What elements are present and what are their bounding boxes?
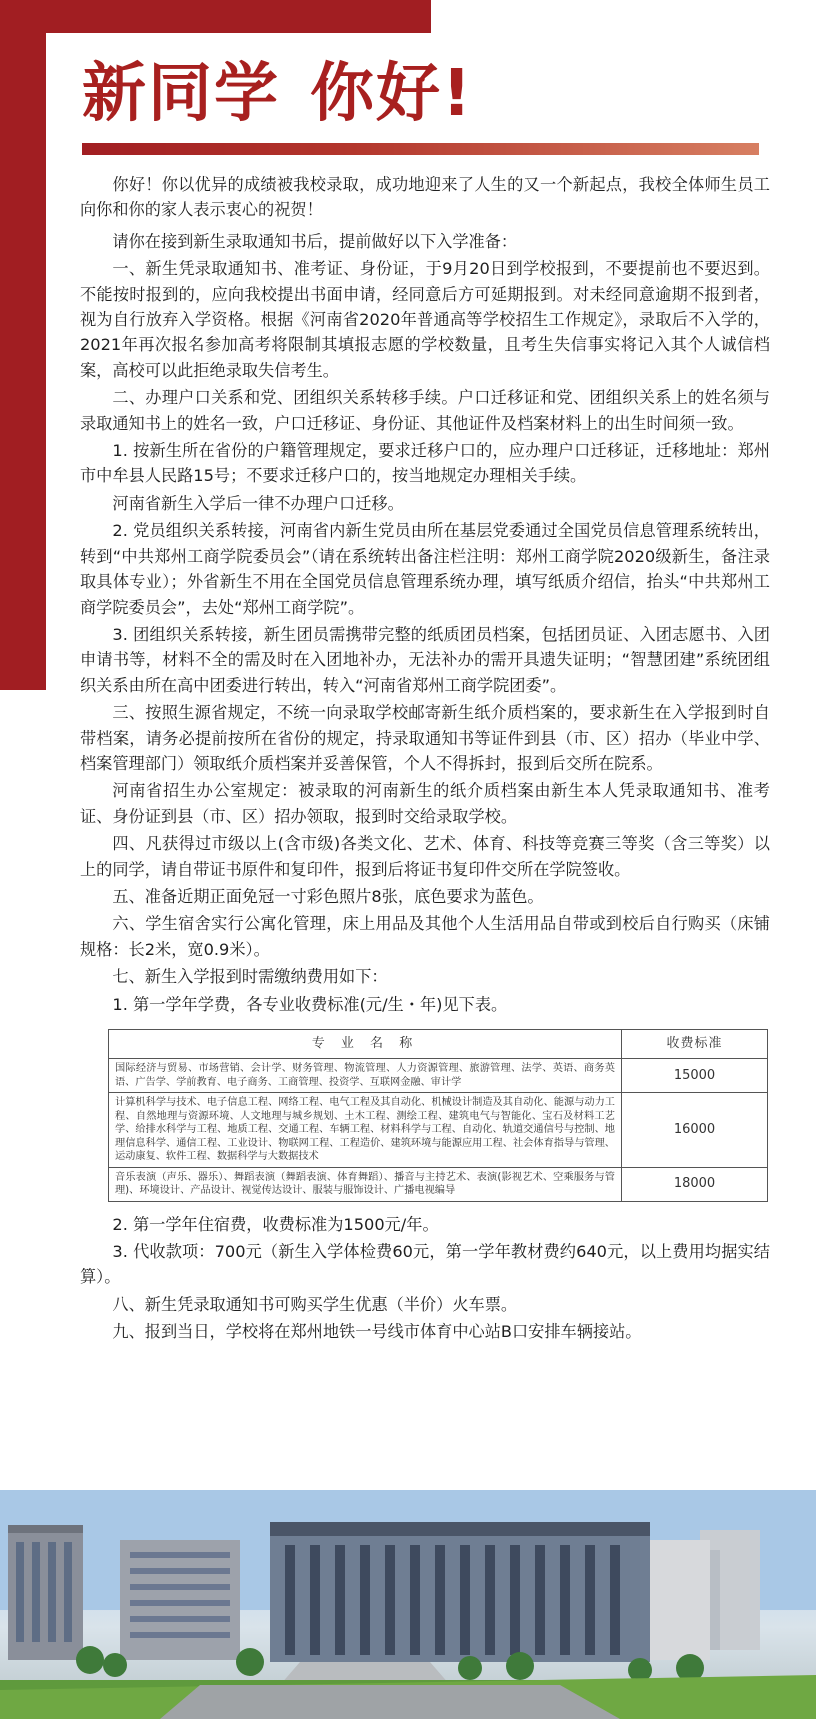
- paragraph: 四、凡获得过市级以上(含市级)各类文化、艺术、体育、科技等竞赛三等奖（含三等奖）以上的同学，请自带证书原件和复印件，报到后将证书复印件交所在学院签收。: [80, 834, 770, 879]
- table-cell-majors: 国际经济与贸易、市场营销、会计学、财务管理、物流管理、人力资源管理、旅游管理、法学、英语、商务英语、广告学、学前教育、电子商务、工商管理、投资学、互联网金融、审计学: [109, 1059, 622, 1093]
- header-fee-standard: 收费标准: [622, 1030, 768, 1059]
- paragraph: 七、新生入学报到时需缴纳费用如下：: [112, 967, 388, 987]
- paragraph: 1. 第一学年学费，各专业收费标准(元/生・年)见下表。: [112, 994, 508, 1014]
- paragraph: 河南省新生入学后一律不办理户口迁移。: [112, 493, 404, 513]
- title-underline-bar: [82, 143, 759, 155]
- campus-illustration: [0, 1490, 816, 1719]
- paragraph: 2. 党员组织关系转接，河南省内新生党员由所在基层党委通过全国党员信息管理系统转出，转到“中共郑州工商学院委员会”（请在系统转出备注栏注明：郑州工商学院2020级新生，备注录取具体专业）；外省新生不用在全国党员信息管理系统办理，填写纸质介绍信，抬头“中共郑州工商学院委员会”，去处“郑州工商学院”。: [80, 521, 770, 617]
- table-cell-fee: 15000: [622, 1059, 768, 1093]
- red-frame-left: [0, 0, 46, 690]
- paragraph: 三、按照生源省规定，不统一向录取学校邮寄新生纸介质档案的，要求新生在入学报到时自带档案，请务必提前按所在省份的规定，持录取通知书等证件到县（市、区）招办（毕业中学、档案管理部门）领取纸介质档案并妥善保管，个人不得拆封，报到后交所在院系。: [80, 703, 770, 773]
- paragraph: 3. 团组织关系转接，新生团员需携带完整的纸质团员档案，包括团员证、入团志愿书、入团申请书等，材料不全的需及时在入团地补办，无法补办的需开具遗失证明；“智慧团建”系统团组织关系由所在高中团委进行转出，转入“河南省郑州工商学院团委”。: [80, 624, 770, 695]
- campus-photo: [0, 1490, 816, 1719]
- table-header-row: [109, 1030, 768, 1059]
- paragraph: 五、准备近期正面免冠一寸彩色照片8张，底色要求为蓝色。: [112, 886, 544, 906]
- paragraph: 请你在接到新生录取通知书后，提前做好以下入学准备：: [112, 231, 518, 251]
- table-row: [109, 1167, 768, 1201]
- paragraph: 2. 第一学年住宿费，收费标准为1500元/年。: [112, 1214, 439, 1234]
- table-cell-majors: 计算机科学与技术、电子信息工程、网络工程、电气工程及其自动化、机械设计制造及其自动化、能源与动力工程、自然地理与资源环境、人文地理与城乡规划、土木工程、测绘工程、建筑电气与智能化、宝石及材料工艺学、给排水科学与工程、地质工程、交通工程、车辆工程、材料科学与工程、自动化、轨道交通信号与控制、地理信息科学、通信工程、工业设计、物联网工程、工程造价、建筑环境与能源应用工程、社会体育指导与管理、运动康复、软件工程、数据科学与大数据技术: [109, 1093, 622, 1168]
- table-cell-fee: 18000: [622, 1167, 768, 1201]
- paragraph: 你好！你以优异的成绩被我校录取，成功地迎来了人生的又一个新起点，我校全体师生员工向你和你的家人表示衷心的祝贺！: [80, 175, 770, 220]
- table-row: [109, 1093, 768, 1168]
- header-major-name: 专 业 名 称: [109, 1030, 622, 1059]
- tuition-fee-table: [108, 1029, 768, 1202]
- paragraph: 二、办理户口关系和党、团组织关系转移手续。户口迁移证和党、团组织关系上的姓名须与录取通知书上的姓名一致，户口迁移证、身份证、其他证件及档案材料上的出生时间须一致。: [80, 388, 770, 433]
- paragraph: 3. 代收款项：700元（新生入学体检费60元，第一学年教材费约640元，以上费用均据实结算）。: [80, 1241, 770, 1287]
- paragraph: 河南省招生办公室规定：被录取的河南新生的纸介质档案由新生本人凭录取通知书、准考证、身份证到县（市、区）招办领取，报到时交给录取学校。: [80, 781, 770, 826]
- title-part-2: 你好!: [310, 57, 474, 131]
- table-cell-majors: 音乐表演（声乐、器乐）、舞蹈表演（舞蹈表演、体育舞蹈）、播音与主持艺术、表演(影视艺术、空乘服务与管理)、环境设计、产品设计、视觉传达设计、服装与服饰设计、广播电视编导: [109, 1167, 622, 1201]
- letter-body: [80, 172, 770, 1347]
- page-title: [82, 57, 474, 131]
- red-frame-top: [0, 0, 431, 33]
- table-row: [109, 1059, 768, 1093]
- table-cell-fee: 16000: [622, 1093, 768, 1168]
- title-part-1: 新同学: [82, 57, 280, 131]
- paragraph: 1. 按新生所在省份的户籍管理规定，要求迁移户口的，应办理户口迁移证，迁移地址：郑州市中牟县人民路15号；不要求迁移户口的，按当地规定办理相关手续。: [80, 441, 770, 486]
- paragraph: 六、学生宿舍实行公寓化管理，床上用品及其他个人生活用品自带或到校后自行购买（床铺规格：长2米，宽0.9米）。: [80, 914, 770, 959]
- paragraph: 八、新生凭录取通知书可购买学生优惠（半价）火车票。: [112, 1294, 518, 1314]
- paragraph: 九、报到当日，学校将在郑州地铁一号线市体育中心站B口安排车辆接站。: [112, 1322, 642, 1342]
- paragraph: 一、新生凭录取通知书、准考证、身份证，于9月20日到学校报到，不要提前也不要迟到。不能按时报到的，应向我校提出书面申请，经同意后方可延期报到。对未经同意逾期不报到者，视为自行放弃入学资格。根据《河南省2020年普通高等学校招生工作规定》，录取后不入学的，2021年再次报名参加高考将限制其填报志愿的学校数量，且考生失信事实将记入其个人诚信档案，高校可以此拒绝录取失信考生。: [80, 259, 770, 380]
